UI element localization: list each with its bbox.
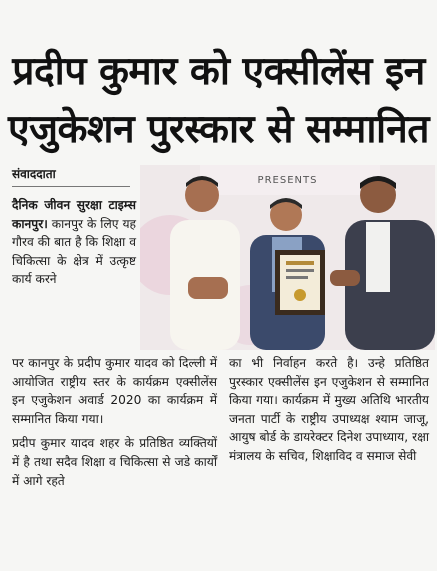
dateline: दैनिक जीवन सुरक्षा टाइम्स कानपुर। [12, 198, 136, 231]
headline-line-1: प्रदीप कुमार को एक्सीलेंस इन [12, 49, 425, 94]
headline-line-2: एजुकेशन पुरस्कार से सम्मानित [8, 107, 429, 152]
byline-divider [12, 186, 130, 187]
body-column-right [229, 354, 429, 472]
award-photo [140, 165, 435, 350]
paragraph: प्रदीप कुमार यादव शहर के प्रतिष्ठित व्यक्तियों में है तथा सदैव शिक्षा व चिकित्सा से जडे कार्यों में आगे रहते [12, 436, 217, 488]
award-ceremony-illustration [140, 165, 435, 350]
paragraph: का भी निर्वाहन करते है। उन्हे प्रतिष्ठित पुरस्कार एक्सीलेंस इन एजुकेशन से सम्मानित किया गया। कार्यक्रम में मुख्य अतिथि भारतीय जनता पार्टी के राष्ट्रीय उपाध्यक्ष श्याम जाजू, आयुष बोर्ड के डायरेक्टर दिनेश उपाध्याय, रक्षा मंत्रालय के सचिव, शिक्षाविद व समाज सेवी [229, 356, 429, 463]
lead-text: कानपुर के लिए यह गौरव की बात है कि शिक्षा व चिकित्सा के क्षेत्र में उत्कृष्ट कार्य करने [12, 216, 136, 287]
lead-paragraph [12, 196, 136, 289]
body-column-left [12, 354, 217, 496]
paragraph: पर कानपुर के प्रदीप कुमार यादव को दिल्ली में आयोजित राष्ट्रीय स्तर के कार्यक्रम एक्सीलेंस इन एजुकेशन अवार्ड 2020 का कार्यक्रम में सम्मानित किया गया। [12, 356, 217, 426]
banner-text: PRESENTS [257, 175, 318, 186]
byline: संवाददाता [12, 167, 56, 181]
